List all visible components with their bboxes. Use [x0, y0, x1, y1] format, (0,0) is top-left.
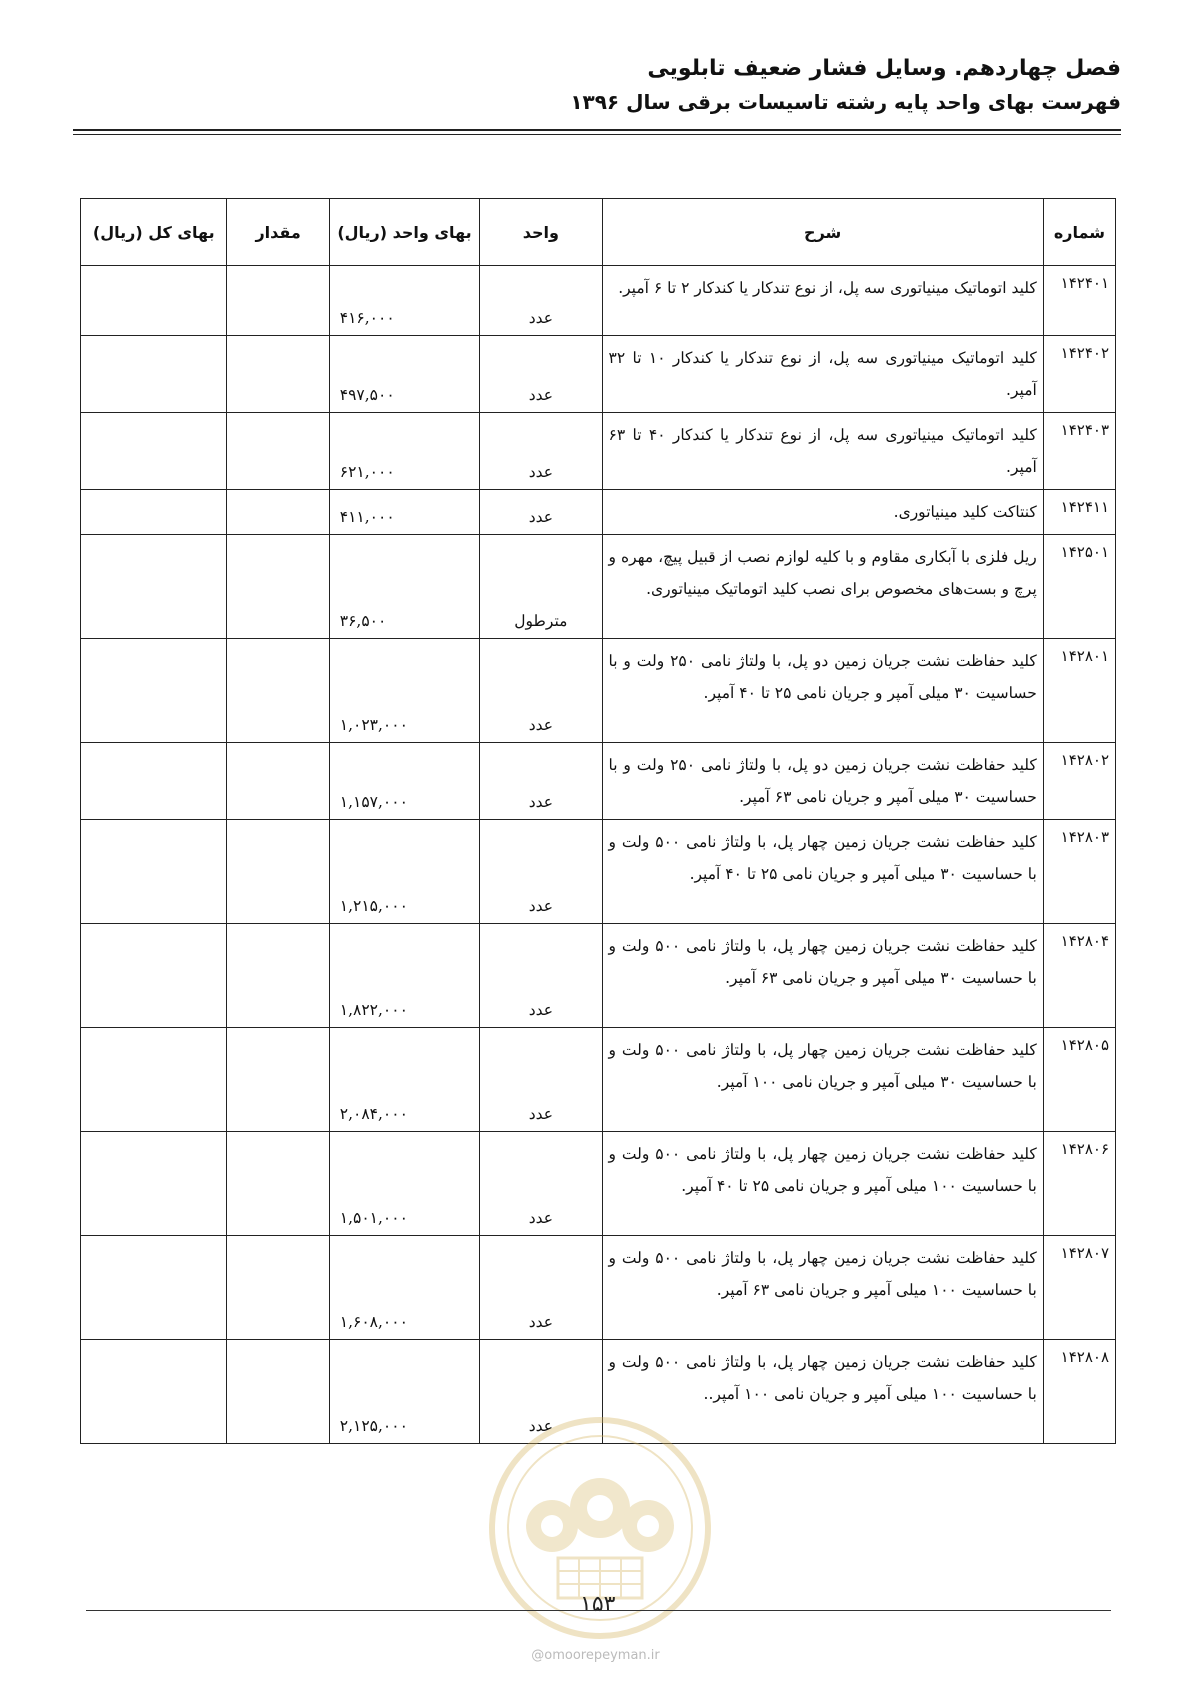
- price-table: [80, 198, 1116, 1444]
- item-quantity: [227, 490, 329, 535]
- item-quantity: [227, 924, 329, 1028]
- item-description: کنتاکت کلید مینیاتوری.: [602, 490, 1043, 535]
- col-header-unit-price: بهای واحد (ریال): [329, 199, 479, 266]
- item-number: ۱۴۲۵۰۱: [1043, 535, 1115, 639]
- item-number: ۱۴۲۴۱۱: [1043, 490, 1115, 535]
- item-description: کلید اتوماتیک مینیاتوری سه پل، از نوع تندکار یا کندکار ۴۰ تا ۶۳ آمپر.: [602, 413, 1043, 490]
- item-unit: عدد: [480, 413, 602, 490]
- item-total-price: [81, 1028, 227, 1132]
- item-description: ریل فلزی با آبکاری مقاوم و با کلیه لوازم نصب از قبیل پیچ، مهره و پرچ و بست‌های مخصوص برای نصب کلید اتوماتیک مینیاتوری.: [602, 535, 1043, 639]
- item-unit: عدد: [480, 336, 602, 413]
- item-description: کلید حفاظت نشت جریان زمین دو پل، با ولتاژ نامی ۲۵۰ ولت و با حساسیت ۳۰ میلی آمپر و جریان نامی ۶۳ آمپر.: [602, 743, 1043, 820]
- item-number: ۱۴۲۸۰۳: [1043, 820, 1115, 924]
- page-number: ۱۵۳: [580, 1592, 616, 1617]
- item-number: ۱۴۲۸۰۶: [1043, 1132, 1115, 1236]
- item-unit: عدد: [480, 639, 602, 743]
- item-unit: عدد: [480, 743, 602, 820]
- item-quantity: [227, 336, 329, 413]
- item-unit-price: ۱,۵۰۱,۰۰۰: [329, 1132, 479, 1236]
- item-total-price: [81, 639, 227, 743]
- document-title: فهرست بهای واحد پایه رشته تاسیسات برقی سال ۱۳۹۶: [570, 90, 1121, 114]
- footer-rule: [86, 1610, 1111, 1611]
- table-row: [81, 1028, 1116, 1132]
- item-unit-price: ۳۶,۵۰۰: [329, 535, 479, 639]
- item-quantity: [227, 1340, 329, 1444]
- table-header-row: [81, 199, 1116, 266]
- item-total-price: [81, 535, 227, 639]
- item-total-price: [81, 266, 227, 336]
- item-unit: عدد: [480, 1028, 602, 1132]
- item-number: ۱۴۲۸۰۴: [1043, 924, 1115, 1028]
- item-unit-price: ۱,۰۲۳,۰۰۰: [329, 639, 479, 743]
- item-unit: عدد: [480, 266, 602, 336]
- item-number: ۱۴۲۴۰۱: [1043, 266, 1115, 336]
- item-unit-price: ۴۹۷,۵۰۰: [329, 336, 479, 413]
- col-header-quantity: مقدار: [227, 199, 329, 266]
- item-quantity: [227, 413, 329, 490]
- item-unit: عدد: [480, 1132, 602, 1236]
- item-description: کلید حفاظت نشت جریان زمین چهار پل، با ولتاژ نامی ۵۰۰ ولت و با حساسیت ۱۰۰ میلی آمپر و جریان نامی ۶۳ آمپر.: [602, 1236, 1043, 1340]
- table-row: [81, 266, 1116, 336]
- table-row: [81, 1132, 1116, 1236]
- item-unit-price: ۱,۸۲۲,۰۰۰: [329, 924, 479, 1028]
- item-total-price: [81, 820, 227, 924]
- item-total-price: [81, 1132, 227, 1236]
- col-header-unit: واحد: [480, 199, 602, 266]
- item-number: ۱۴۲۸۰۱: [1043, 639, 1115, 743]
- item-total-price: [81, 743, 227, 820]
- item-unit-price: ۲,۰۸۴,۰۰۰: [329, 1028, 479, 1132]
- item-unit-price: ۱,۲۱۵,۰۰۰: [329, 820, 479, 924]
- item-description: کلید اتوماتیک مینیاتوری سه پل، از نوع تندکار یا کندکار ۲ تا ۶ آمپر.: [602, 266, 1043, 336]
- item-number: ۱۴۲۸۰۸: [1043, 1340, 1115, 1444]
- header-rule-thin: [73, 134, 1121, 135]
- table-row: [81, 820, 1116, 924]
- table-row: [81, 413, 1116, 490]
- item-description: کلید حفاظت نشت جریان زمین چهار پل، با ولتاژ نامی ۵۰۰ ولت و با حساسیت ۳۰ میلی آمپر و جریان نامی ۱۰۰ آمپر.: [602, 1028, 1043, 1132]
- item-description: کلید حفاظت نشت جریان زمین چهار پل، با ولتاژ نامی ۵۰۰ ولت و با حساسیت ۳۰ میلی آمپر و جریان نامی ۶۳ آمپر.: [602, 924, 1043, 1028]
- item-description: کلید حفاظت نشت جریان زمین چهار پل، با ولتاژ نامی ۵۰۰ ولت و با حساسیت ۳۰ میلی آمپر و جریان نامی ۲۵ تا ۴۰ آمپر.: [602, 820, 1043, 924]
- item-description: کلید حفاظت نشت جریان زمین چهار پل، با ولتاژ نامی ۵۰۰ ولت و با حساسیت ۱۰۰ میلی آمپر و جریان نامی ۲۵ تا ۴۰ آمپر.: [602, 1132, 1043, 1236]
- table-row: [81, 336, 1116, 413]
- item-quantity: [227, 535, 329, 639]
- col-header-total-price: بهای کل (ریال): [81, 199, 227, 266]
- item-description: کلید حفاظت نشت جریان زمین دو پل، با ولتاژ نامی ۲۵۰ ولت و با حساسیت ۳۰ میلی آمپر و جریان نامی ۲۵ تا ۴۰ آمپر.: [602, 639, 1043, 743]
- item-unit: عدد: [480, 1236, 602, 1340]
- table-row: [81, 535, 1116, 639]
- item-unit-price: ۴۱۶,۰۰۰: [329, 266, 479, 336]
- item-unit: عدد: [480, 820, 602, 924]
- item-unit: مترطول: [480, 535, 602, 639]
- item-total-price: [81, 924, 227, 1028]
- item-quantity: [227, 1132, 329, 1236]
- item-unit-price: ۴۱۱,۰۰۰: [329, 490, 479, 535]
- table-row: [81, 924, 1116, 1028]
- item-unit-price: ۶۲۱,۰۰۰: [329, 413, 479, 490]
- item-quantity: [227, 1236, 329, 1340]
- footer-brand: @omoorepeyman.ir: [531, 1648, 660, 1663]
- col-header-number: شماره: [1043, 199, 1115, 266]
- table-row: [81, 490, 1116, 535]
- item-description: کلید حفاظت نشت جریان زمین چهار پل، با ولتاژ نامی ۵۰۰ ولت و با حساسیت ۱۰۰ میلی آمپر و جریان نامی ۱۰۰ آمپر..: [602, 1340, 1043, 1444]
- item-quantity: [227, 639, 329, 743]
- item-number: ۱۴۲۴۰۳: [1043, 413, 1115, 490]
- item-total-price: [81, 413, 227, 490]
- item-quantity: [227, 1028, 329, 1132]
- item-unit: عدد: [480, 490, 602, 535]
- item-unit-price: ۱,۶۰۸,۰۰۰: [329, 1236, 479, 1340]
- item-total-price: [81, 490, 227, 535]
- item-number: ۱۴۲۸۰۵: [1043, 1028, 1115, 1132]
- chapter-title: فصل چهاردهم. وسایل فشار ضعیف تابلویی: [647, 56, 1121, 81]
- item-total-price: [81, 336, 227, 413]
- item-unit: عدد: [480, 1340, 602, 1444]
- item-description: کلید اتوماتیک مینیاتوری سه پل، از نوع تندکار یا کندکار ۱۰ تا ۳۲ آمپر.: [602, 336, 1043, 413]
- item-unit-price: ۲,۱۲۵,۰۰۰: [329, 1340, 479, 1444]
- col-header-description: شرح: [602, 199, 1043, 266]
- page-header: [71, 52, 1121, 118]
- table-row: [81, 1236, 1116, 1340]
- item-number: ۱۴۲۸۰۲: [1043, 743, 1115, 820]
- item-quantity: [227, 266, 329, 336]
- item-number: ۱۴۲۴۰۲: [1043, 336, 1115, 413]
- item-quantity: [227, 743, 329, 820]
- header-rule-thick: [73, 129, 1121, 131]
- item-unit: عدد: [480, 924, 602, 1028]
- table-row: [81, 743, 1116, 820]
- item-number: ۱۴۲۸۰۷: [1043, 1236, 1115, 1340]
- item-total-price: [81, 1340, 227, 1444]
- item-quantity: [227, 820, 329, 924]
- table-row: [81, 639, 1116, 743]
- item-unit-price: ۱,۱۵۷,۰۰۰: [329, 743, 479, 820]
- item-total-price: [81, 1236, 227, 1340]
